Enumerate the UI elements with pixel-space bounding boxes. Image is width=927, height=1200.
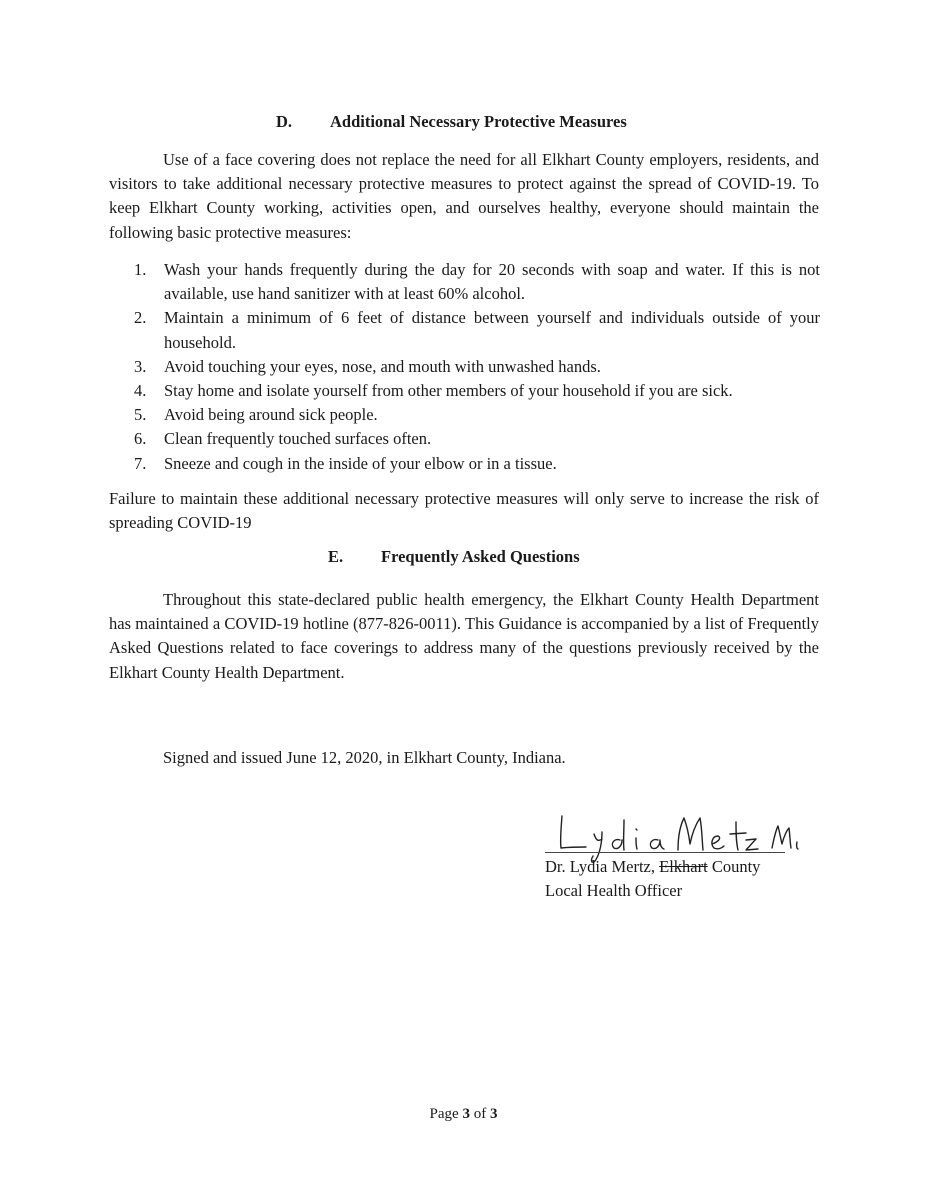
signer-title: Local Health Officer	[545, 881, 683, 901]
list-item	[134, 427, 820, 451]
signer-rest-text: County	[707, 857, 761, 876]
signed-statement: Signed and issued June 12, 2020, in Elkhart County, Indiana.	[163, 748, 566, 767]
section-d-letter: D.	[276, 112, 293, 131]
page-total-number: 3	[489, 1106, 498, 1122]
list-item-text: Clean frequently touched surfaces often.	[164, 429, 432, 449]
list-item	[134, 258, 820, 306]
signer-name-text: Dr. Lydia Mertz,	[545, 857, 655, 876]
list-item-number: 5.	[134, 405, 147, 425]
section-e-title: Frequently Asked Questions	[381, 547, 580, 566]
section-e-body: Throughout this state-declared public health emergency, the Elkhart County Health Department has maintained a COVID-19 hotline (877-826-0011). This Guidance is accompanied by a list of Frequently Asked Questions related to face coverings to address many of the questions previously received by the Elkhart County Health Department.	[109, 590, 819, 682]
section-d-intro: Use of a face covering does not replace the need for all Elkhart County employers, residents, and visitors to take additional necessary protective measures to protect against the spread of COVID-19. To keep Elkhart County working, activities open, and ourselves healthy, everyone should maintain the following basic protective measures:	[109, 150, 819, 242]
list-item-number: 2.	[134, 308, 147, 328]
list-item	[134, 452, 820, 476]
list-item-number: 4.	[134, 381, 147, 401]
page-footer-middle: of	[469, 1106, 490, 1122]
list-item	[134, 403, 820, 427]
page-footer-prefix: Page	[429, 1106, 463, 1122]
list-item-text: Maintain a minimum of 6 feet of distance between yourself and individuals outside of your household.	[164, 308, 820, 352]
signature-line	[545, 852, 785, 853]
section-d-closing: Failure to maintain these additional necessary protective measures will only serve to increase the risk of spreading COVID-19	[109, 489, 819, 533]
list-item-text: Wash your hands frequently during the day for 20 seconds with soap and water. If this is not available, use hand sanitizer with at least 60% alcohol.	[164, 260, 820, 304]
signer-struck-text: Elkhart	[659, 857, 708, 876]
page-current-number: 3	[462, 1106, 470, 1122]
list-item-text: Stay home and isolate yourself from other members of your household if you are sick.	[164, 381, 733, 401]
list-item-text: Avoid being around sick people.	[164, 405, 378, 425]
section-d-title: Additional Necessary Protective Measures	[330, 112, 627, 131]
list-item-text: Avoid touching your eyes, nose, and mouth with unwashed hands.	[164, 356, 601, 376]
list-item-number: 1.	[134, 260, 147, 279]
section-e-letter: E.	[328, 547, 344, 566]
list-item	[134, 355, 820, 379]
list-item-text: Sneeze and cough in the inside of your elbow or in a tissue.	[164, 453, 557, 473]
signer-block	[545, 855, 760, 903]
page-footer	[0, 1106, 927, 1123]
list-item-number: 7.	[134, 453, 147, 473]
list-item	[134, 379, 820, 403]
list-item-number: 6.	[134, 429, 147, 449]
list-item-number: 3.	[134, 356, 147, 376]
signer-name	[545, 855, 760, 879]
protective-measures-list	[134, 258, 820, 476]
list-item	[134, 306, 820, 354]
